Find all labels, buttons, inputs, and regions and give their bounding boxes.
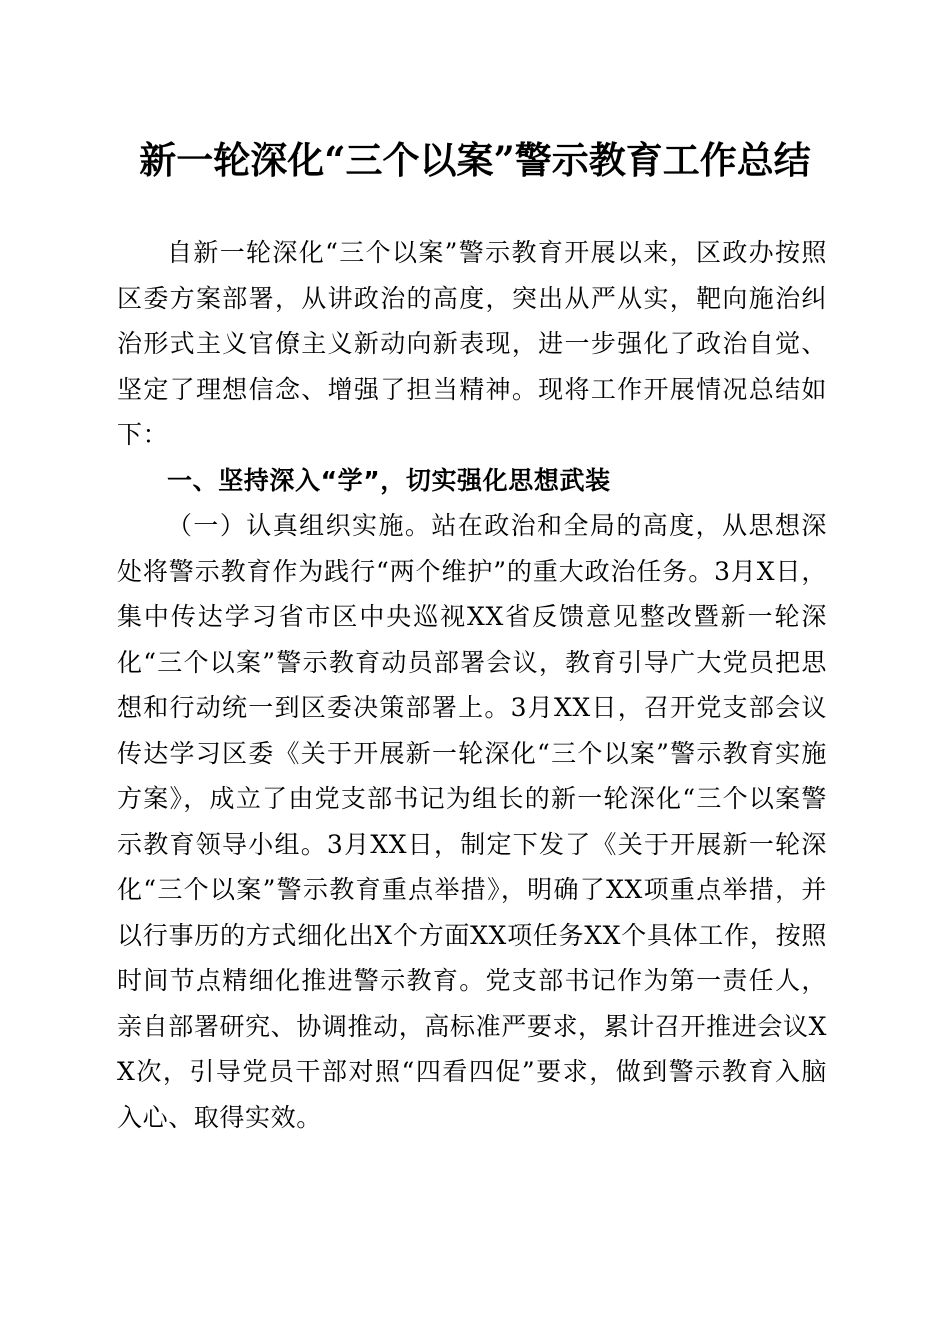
section-paragraph — [117, 503, 827, 1140]
intro-paragraph: 自新一轮深化“三个以案”警示教育开展以来，区政办按照区委方案部署，从讲政治的高度，突出从严从实，靶向施治纠治形式主义官僚主义新动向新表现，进一步强化了政治自觉、坚定了理想信念、增强了担当精神。现将工作开展情况总结如下： — [117, 238, 827, 449]
document-body — [117, 230, 827, 1140]
subsection-lead: （一）认真组织实施。 — [167, 511, 432, 540]
document-title: 新一轮深化“三个以案”警示教育工作总结 — [139, 138, 811, 182]
subsection-body: 站在政治和全局的高度，从思想深处将警示教育作为践行“两个维护”的重大政治任务。3月X日，集中传达学习省市区中央巡视XX省反馈意见整改暨新一轮深化“三个以案”警示教育动员部署会议，教育引导广大党员把思想和行动统一到区委决策部署上。3月XX日，召开党支部会议传达学习区委《关于开展新一轮深化“三个以案”警示教育实施方案》，成立了由党支部书记为组长的新一轮深化“三个以案警示教育领导小组。3月XX日，制定下发了《关于开展新一轮深化“三个以案”警示教育重点举措》，明确了XX项重点举措，并以行事历的方式细化出X个方面XX项任务XX个具体工作，按照时间节点精细化推进警示教育。党支部书记作为第一责任人，亲自部署研究、协调推动，高标准严要求，累计召开推进会议XX次，引导党员干部对照“四看四促”要求，做到警示教育入脑入心、取得实效。 — [117, 511, 827, 1132]
section-heading: 一、坚持深入“学”，切实强化思想武装 — [167, 465, 611, 495]
